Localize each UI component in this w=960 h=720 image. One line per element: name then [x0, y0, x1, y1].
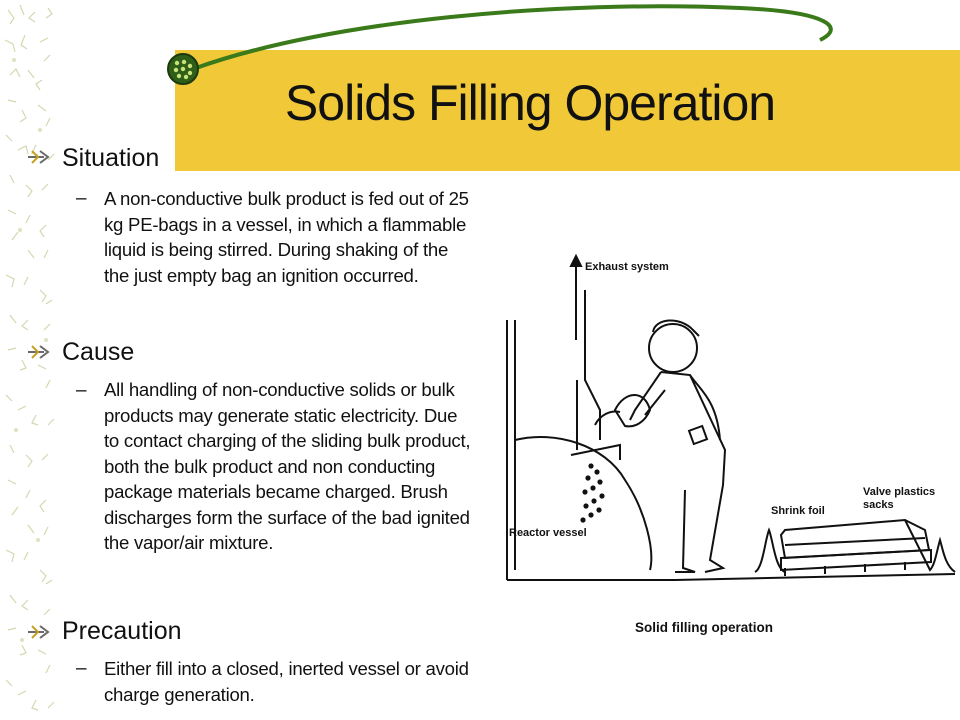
- dash-marker: –: [76, 658, 87, 679]
- label-reactor-vessel: Reactor vessel: [509, 527, 587, 539]
- bullet-arrow-icon: [26, 622, 52, 642]
- slide-title: Solids Filling Operation: [284, 75, 776, 131]
- section-text-cause: All handling of non-conductive solids or bulk products may generate static electricity. Due to contact charging of the sliding bulk product, both the bulk product and non conducting package materials became charged. Brush discharges form the surface of the bad ignited the vapor/air mixture.: [104, 379, 471, 553]
- section-text-precaution: Either fill into a closed, inerted vessel or avoid charge generation.: [104, 658, 469, 705]
- label-valve-plastics: Valve plastics: [863, 486, 936, 498]
- bullet-arrow-icon: [26, 147, 52, 167]
- label-sacks: sacks: [863, 499, 894, 511]
- section-text-situation: A non-conductive bulk product is fed out of 25 kg PE-bags in a vessel, in which a flammable liquid is being stirred. During shaking of the the just empty bag an ignition occurred.: [104, 188, 469, 286]
- solid-filling-illustration: [485, 250, 960, 640]
- bullet-arrow-icon: [26, 342, 52, 362]
- label-shrink-foil: Shrink foil: [771, 505, 825, 517]
- section-heading-cause: Cause: [62, 338, 135, 366]
- dash-marker: –: [76, 188, 87, 209]
- section-heading-situation: Situation: [62, 144, 160, 172]
- label-exhaust-system: Exhaust system: [585, 261, 669, 273]
- dash-marker: –: [76, 380, 87, 401]
- diagram-caption: Solid filling operation: [635, 620, 773, 635]
- section-heading-precaution: Precaution: [62, 617, 182, 645]
